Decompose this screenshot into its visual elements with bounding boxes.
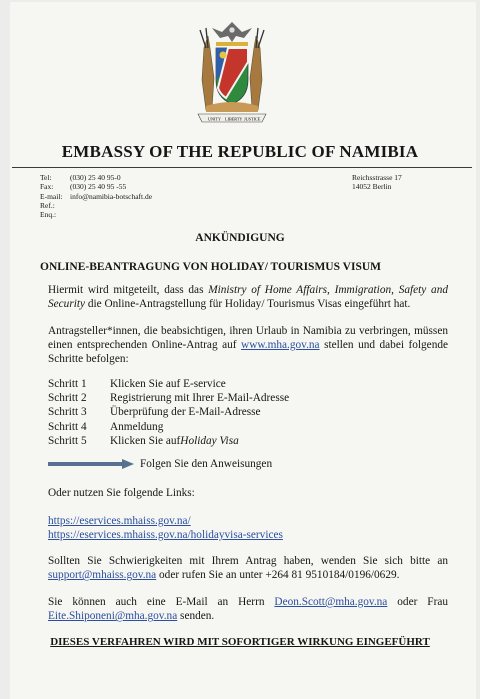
announcement-subheading: ONLINE-BEANTRAGUNG VON HOLIDAY/ TOURISMUS VISUM	[40, 261, 382, 273]
step-item: Schritt 1 Klicken Sie auf E-service	[48, 378, 226, 390]
contact-block: Tel: (030) 25 40 95-0 Fax: (030) 25 40 95 -55 E-mail: info@namibia-botschaft.de Ref.: Enq.:	[40, 173, 153, 220]
follow-instructions-text: Folgen Sie den Anweisungen	[140, 458, 273, 470]
follow-instructions-row	[48, 458, 272, 470]
step-item: Schritt 3 Überprüfung der E-Mail-Adresse	[48, 406, 261, 419]
ministry-name: Ministry of Home Affairs, Immigration, Safety and Security	[48, 284, 448, 311]
address-street: Reichsstrasse 17	[352, 173, 402, 182]
address-block	[352, 173, 402, 192]
eite-shiponeni-email-link[interactable]: Eite.Shiponeni@mha.gov.na	[48, 610, 178, 623]
motto-right-text: JUSTICE	[244, 116, 261, 122]
holidayvisa-services-link[interactable]: https://eservices.mhaiss.gov.na/holidayvisa-services	[48, 529, 283, 542]
paragraph-support: Sollten Sie Schwierigkeiten mit Ihrem Antrag haben, wenden Sie sich bitte an support@mhaiss.gov.na oder rufen Sie an unter +264 81 9510184/0196/0629.	[48, 555, 448, 582]
links-intro: Oder nutzen Sie folgende Links:	[48, 487, 195, 499]
mha-website-link[interactable]: www.mha.gov.na	[241, 339, 320, 352]
right-arrow-icon	[48, 459, 134, 469]
step-item: Schritt 5 Klicken Sie auf Holiday Visa	[48, 434, 239, 447]
steps-list	[48, 377, 289, 448]
address-city: 14052 Berlin	[352, 182, 392, 192]
step-item: Schritt 2 Registrierung mit Ihrer E-Mail-Adresse	[48, 392, 290, 405]
header-divider	[12, 167, 472, 168]
motto-center-text: LIBERTY	[225, 116, 243, 122]
announcement-heading: ANKÜNDIGUNG	[195, 232, 285, 244]
paragraph-applicants: Antragsteller*innen, die beabsichtigen, ihren Urlaub in Namibia zu verbringen, müssen einen entsprechenden Online-Antrag auf www.mha.gov.na stellen und dabei folgende Schritte befolgen:	[48, 325, 448, 366]
footer-notice: DIESES VERFAHREN WIRD MIT SOFORTIGER WIRKUNG EINGEFÜHRT	[50, 636, 430, 648]
motto-left-text: UNITY	[208, 116, 222, 122]
links-list	[48, 514, 283, 542]
step-item: Schritt 4 Anmeldung	[48, 420, 164, 433]
eservices-link[interactable]: https://eservices.mhaiss.gov.na/	[48, 515, 191, 527]
support-email-link[interactable]: support@mhaiss.gov.na	[48, 569, 157, 582]
embassy-title: EMBASSY OF THE REPUBLIC OF NAMIBIA	[61, 142, 419, 161]
coat-of-arms-emblem	[182, 18, 282, 133]
paragraph-intro: Hiermit wird mitgeteilt, dass das Ministry of Home Affairs, Immigration, Safety and Security die Online-Antragstellung für Holiday/ Tourismus Visas eingeführt hat.	[48, 284, 448, 311]
deon-scott-email-link[interactable]: Deon.Scott@mha.gov.na	[274, 596, 388, 608]
paragraph-contacts: Sie können auch eine E-Mail an Herrn Deon.Scott@mha.gov.na oder Frau Eite.Shiponeni@mha.gov.na senden.	[48, 596, 448, 623]
